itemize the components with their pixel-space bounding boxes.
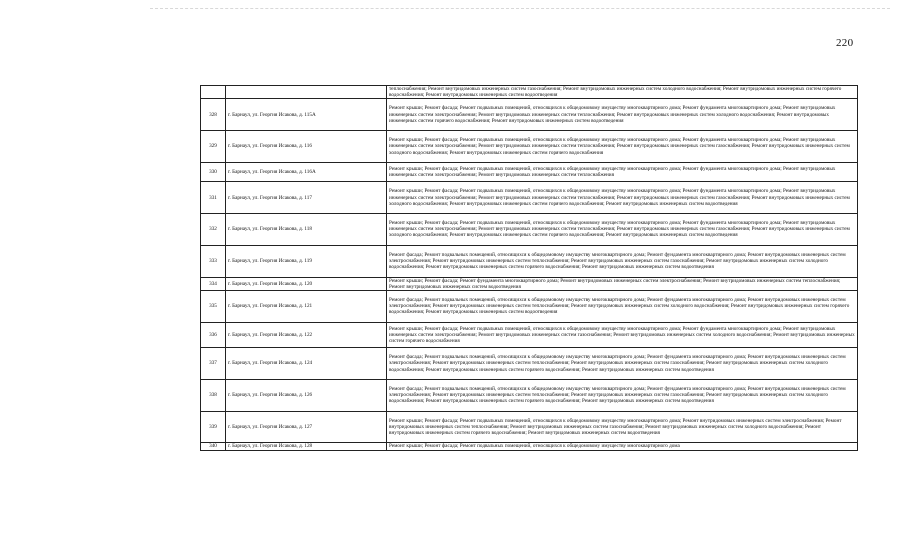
row-number: 337 (201, 348, 226, 380)
table-row (201, 86, 858, 99)
row-number: 340 (201, 443, 226, 450)
row-number: 330 (201, 162, 226, 181)
table-row (201, 348, 858, 380)
row-works: Ремонт крыши; Ремонт фасада; Ремонт подвальных помещений, относящихся к общедомовому имуществу многоквартирного дома; Ремонт фундамента многоквартирного дома; Ремонт внутридомовых инженерных систем электроснабжения; Ремонт внутридомовых инженерных систем теплоснабжения (387, 162, 858, 181)
work-list-table (200, 85, 858, 451)
row-address: г. Барнаул, ул. Георгия Исакова, д. 124 (226, 348, 387, 380)
row-address (226, 86, 387, 99)
table-row (201, 214, 858, 246)
row-address: г. Барнаул, ул. Георгия Исакова, д. 126 (226, 379, 387, 411)
row-works: Ремонт фасада; Ремонт подвальных помещений, относящихся к общедомовому имуществу многоквартирного дома; Ремонт фундамента многоквартирного дома; Ремонт внутридомовых инженерных систем электроснабжения; Ремонт внутридомовых инженерных систем теплоснабжения; Ремонт внутридомовых инженерных систем холодного водоснабжения; Ремонт внутридомовых инженерных систем горячего водоснабжения; Ремонт внутридомовых инженерных систем водоотведения (387, 290, 858, 322)
row-number: 332 (201, 214, 226, 246)
row-address: г. Барнаул, ул. Георгия Исакова, д. 117 (226, 182, 387, 214)
row-works: Ремонт крыши; Ремонт фасада; Ремонт подвальных помещений, относящихся к общедомовому имуществу многоквартирного дома; Ремонт фундамента многоквартирного дома; Ремонт внутридомовых инженерных систем электроснабжения; Ремонт внутридомовых инженерных систем теплоснабжения; Ремонт внутридомовых инженерных систем газоснабжения; Ремонт внутридомовых инженерных систем холодного водоснабжения; Ремонт внутридомовых инженерных систем горячего водоснабжения; Ремонт внутридомовых инженерных систем водоотведения (387, 214, 858, 246)
row-number: 336 (201, 322, 226, 348)
row-works: Ремонт фасада; Ремонт подвальных помещений, относящихся к общедомовому имуществу многоквартирного дома; Ремонт фундамента многоквартирного дома; Ремонт внутридомовых инженерных систем электроснабжения; Ремонт внутридомовых инженерных систем теплоснабжения; Ремонт внутридомовых инженерных систем газоснабжения; Ремонт внутридомовых инженерных систем холодного водоснабжения; Ремонт внутридомовых инженерных систем горячего водоснабжения; Ремонт внутридомовых инженерных систем водоотведения (387, 245, 858, 277)
row-number: 331 (201, 182, 226, 214)
row-works: Ремонт крыши; Ремонт фасада; Ремонт подвальных помещений, относящихся к общедомовому имуществу многоквартирного дома (387, 443, 858, 450)
row-number: 338 (201, 379, 226, 411)
row-address: г. Барнаул, ул. Георгия Исакова, д. 128 (226, 443, 387, 450)
row-works: Ремонт крыши; Ремонт фасада; Ремонт подвальных помещений, относящихся к общедомовому имуществу многоквартирного дома; Ремонт фундамента многоквартирного дома; Ремонт внутридомовых инженерных систем электроснабжения; Ремонт внутридомовых инженерных систем теплоснабжения; Ремонт внутридомовых инженерных систем холодного водоснабжения; Ремонт внутридомовых инженерных систем горячего водоснабжения; Ремонт внутридомовых инженерных систем водоотведения (387, 99, 858, 131)
table-row (201, 99, 858, 131)
table-row (201, 245, 858, 277)
row-address: г. Барнаул, ул. Георгия Исакова, д. 127 (226, 411, 387, 443)
row-address: г. Барнаул, ул. Георгия Исакова, д. 122 (226, 322, 387, 348)
row-address: г. Барнаул, ул. Георгия Исакова, д. 121 (226, 290, 387, 322)
table-row (201, 277, 858, 290)
row-works: Ремонт фасада; Ремонт подвальных помещений, относящихся к общедомовому имуществу многоквартирного дома; Ремонт фундамента многоквартирного дома; Ремонт внутридомовых инженерных систем электроснабжения; Ремонт внутридомовых инженерных систем теплоснабжения; Ремонт внутридомовых инженерных систем газоснабжения; Ремонт внутридомовых инженерных систем холодного водоснабжения; Ремонт внутридомовых инженерных систем горячего водоснабжения; Ремонт внутридомовых инженерных систем водоотведения (387, 348, 858, 380)
row-works: Ремонт фасада; Ремонт подвальных помещений, относящихся к общедомовому имуществу многоквартирного дома; Ремонт фундамента многоквартирного дома; Ремонт внутридомовых инженерных систем электроснабжения; Ремонт внутридомовых инженерных систем теплоснабжения; Ремонт внутридомовых инженерных систем газоснабжения; Ремонт внутридомовых инженерных систем холодного водоснабжения; Ремонт внутридомовых инженерных систем горячего водоснабжения; Ремонт внутридомовых инженерных систем водоотведения (387, 379, 858, 411)
row-address: г. Барнаул, ул. Георгия Исакова, д. 116 (226, 131, 387, 163)
row-works: Ремонт крыши; Ремонт фасада; Ремонт подвальных помещений, относящихся к общедомовому имуществу многоквартирного дома; Ремонт фундамента многоквартирного дома; Ремонт внутридомовых инженерных систем электроснабжения; Ремонт внутридомовых инженерных систем теплоснабжения; Ремонт внутридомовых инженерных систем газоснабжения; Ремонт внутридомовых инженерных систем холодного водоснабжения; Ремонт внутридомовых инженерных систем горячего водоснабжения (387, 131, 858, 163)
row-works: Ремонт крыши; Ремонт фасада; Ремонт подвальных помещений, относящихся к общедомовому имуществу многоквартирного дома; Ремонт внутридомовых инженерных систем электроснабжения; Ремонт внутридомовых инженерных систем теплоснабжения; Ремонт внутридомовых инженерных систем газоснабжения; Ремонт внутридомовых инженерных систем холодного водоснабжения; Ремонт внутридомовых инженерных систем горячего водоснабжения; Ремонт внутридомовых инженерных систем водоотведения (387, 411, 858, 443)
row-works: Ремонт крыши; Ремонт фасада; Ремонт фундамента многоквартирного дома; Ремонт внутридомовых инженерных систем электроснабжения; Ремонт внутридомовых инженерных систем теплоснабжения; Ремонт внутридомовых инженерных систем водоотведения (387, 277, 858, 290)
row-address: г. Барнаул, ул. Георгия Исакова, д. 116А (226, 162, 387, 181)
row-address: г. Барнаул, ул. Георгия Исакова, д. 118 (226, 214, 387, 246)
table-row (201, 162, 858, 181)
table-row (201, 131, 858, 163)
row-number: 328 (201, 99, 226, 131)
row-number (201, 86, 226, 99)
table-body (201, 86, 858, 451)
row-number: 333 (201, 245, 226, 277)
table-row (201, 379, 858, 411)
top-rule (150, 8, 890, 9)
table-row (201, 182, 858, 214)
table-row (201, 322, 858, 348)
row-works: Ремонт крыши; Ремонт фасада; Ремонт подвальных помещений, относящихся к общедомовому имуществу многоквартирного дома; Ремонт фундамента многоквартирного дома; Ремонт внутридомовых инженерных систем электроснабжения; Ремонт внутридомовых инженерных систем газоснабжения; Ремонт внутридомовых инженерных систем холодного водоснабжения; Ремонт внутридомовых инженерных систем горячего водоснабжения (387, 322, 858, 348)
page-number: 220 (836, 37, 854, 49)
table-row (201, 443, 858, 450)
row-works: теплоснабжения; Ремонт внутридомовых инженерных систем газоснабжения; Ремонт внутридомовых инженерных систем холодного водоснабжения; Ремонт внутридомовых инженерных систем горячего водоснабжения; Ремонт внутридомовых инженерных систем водоотведения (387, 86, 858, 99)
table-row (201, 290, 858, 322)
row-number: 339 (201, 411, 226, 443)
row-address: г. Барнаул, ул. Георгия Исакова, д. 119 (226, 245, 387, 277)
row-works: Ремонт крыши; Ремонт фасада; Ремонт подвальных помещений, относящихся к общедомовому имуществу многоквартирного дома; Ремонт фундамента многоквартирного дома; Ремонт внутридомовых инженерных систем электроснабжения; Ремонт внутридомовых инженерных систем теплоснабжения; Ремонт внутридомовых инженерных систем газоснабжения; Ремонт внутридомовых инженерных систем холодного водоснабжения; Ремонт внутридомовых инженерных систем горячего водоснабжения; Ремонт внутридомовых инженерных систем водоотведения (387, 182, 858, 214)
row-number: 334 (201, 277, 226, 290)
row-address: г. Барнаул, ул. Георгия Исакова, д. 120 (226, 277, 387, 290)
table-row (201, 411, 858, 443)
row-address: г. Барнаул, ул. Георгия Исакова, д. 115А (226, 99, 387, 131)
row-number: 329 (201, 131, 226, 163)
row-number: 335 (201, 290, 226, 322)
